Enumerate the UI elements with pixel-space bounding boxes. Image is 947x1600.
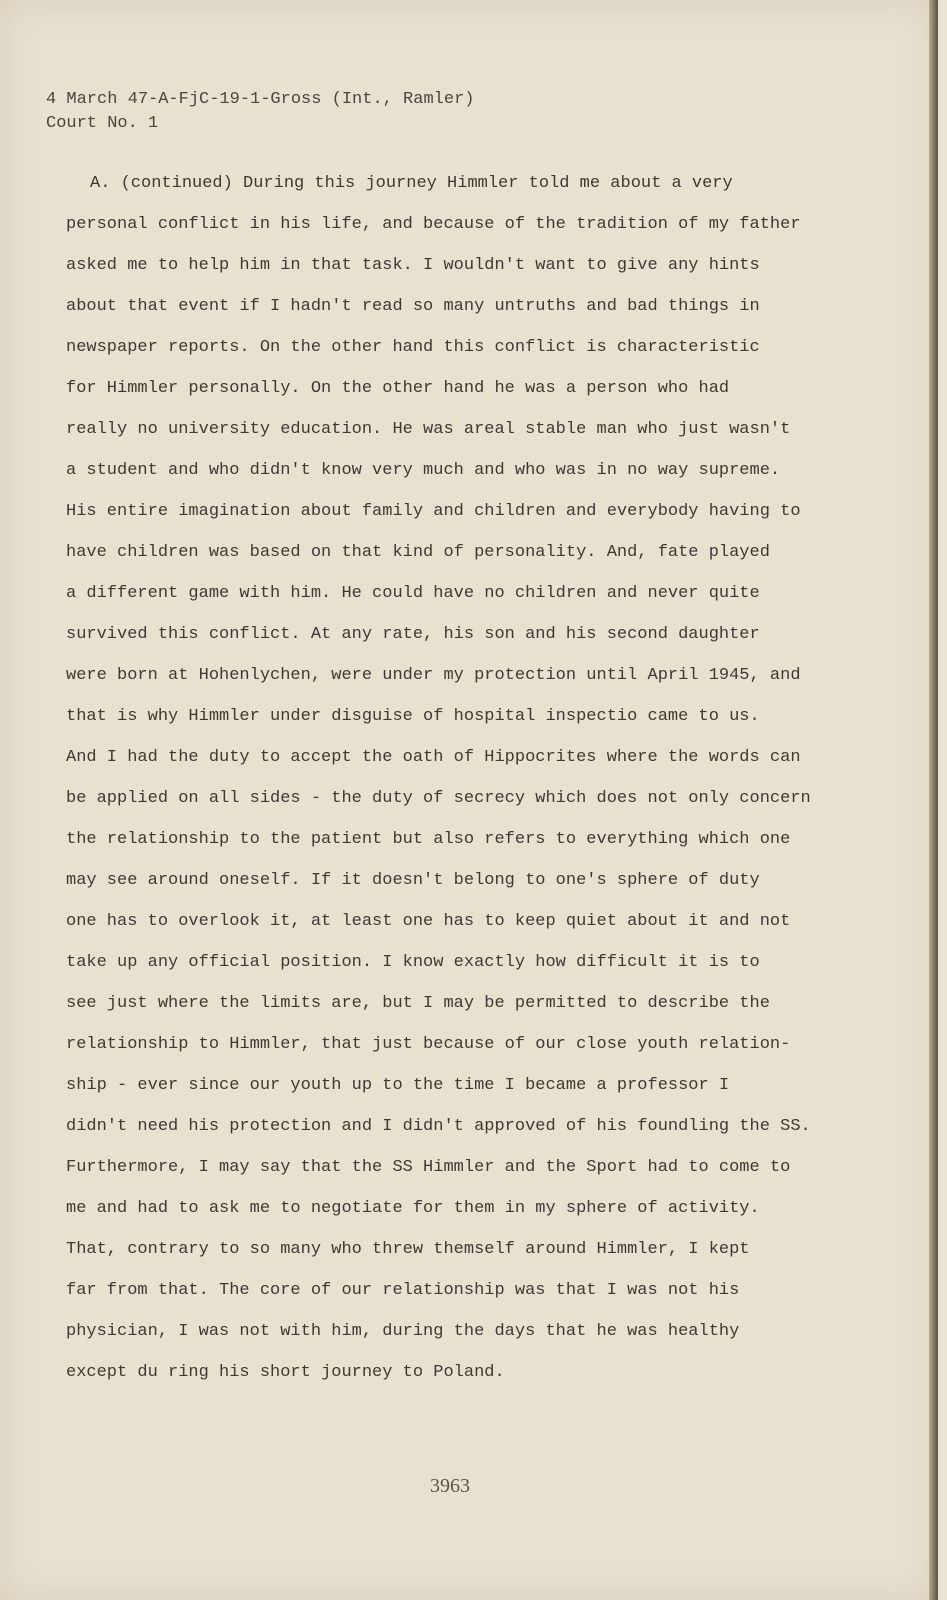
testimony-body	[66, 163, 846, 1393]
body-line: me and had to ask me to negotiate for them in my sphere of activity.	[66, 1199, 760, 1218]
body-line: have children was based on that kind of personality. And, fate played	[66, 543, 770, 562]
body-line: physician, I was not with him, during the days that he was healthy	[66, 1322, 740, 1341]
body-line: for Himmler personally. On the other hand he was a person who had	[66, 379, 730, 398]
body-line: be applied on all sides - the duty of secrecy which does not only concern	[66, 789, 811, 808]
body-line: ship - ever since our youth up to the time I became a professor I	[66, 1076, 730, 1095]
body-line: a student and who didn't know very much and who was in no way supreme.	[66, 461, 781, 480]
body-line: didn't need his protection and I didn't approved of his foundling the SS.	[66, 1117, 811, 1136]
body-line: That, contrary to so many who threw themself around Himmler, I kept	[66, 1240, 750, 1259]
body-line: take up any official position. I know exactly how difficult it is to	[66, 953, 760, 972]
body-line: Furthermore, I may say that the SS Himmler and the Sport had to come to	[66, 1158, 791, 1177]
body-line: one has to overlook it, at least one has to keep quiet about it and not	[66, 912, 791, 931]
body-line: survived this conflict. At any rate, his son and his second daughter	[66, 625, 760, 644]
body-line: a different game with him. He could have no children and never quite	[66, 584, 760, 603]
body-line: far from that. The core of our relationship was that I was not his	[66, 1281, 740, 1300]
body-line: that is why Himmler under disguise of hospital inspectio came to us.	[66, 707, 760, 726]
body-line: newspaper reports. On the other hand this conflict is characteristic	[66, 338, 760, 357]
header-line-court: Court No. 1	[46, 114, 159, 133]
page-edge	[929, 0, 938, 1600]
body-line: A. (continued) During this journey Himmler told me about a very	[90, 174, 733, 193]
body-line: see just where the limits are, but I may be permitted to describe the	[66, 994, 770, 1013]
document-header	[46, 88, 474, 136]
body-line: And I had the duty to accept the oath of Hippocrites where the words can	[66, 748, 801, 767]
header-line-date: 4 March 47-A-FjC-19-1-Gross (Int., Ramler)	[46, 90, 475, 109]
body-line: about that event if I hadn't read so many untruths and bad things in	[66, 297, 760, 316]
page-number: 3963	[430, 1475, 470, 1497]
body-line: His entire imagination about family and children and everybody having to	[66, 502, 801, 521]
body-line: were born at Hohenlychen, were under my protection until April 1945, and	[66, 666, 801, 685]
body-line: really no university education. He was areal stable man who just wasn't	[66, 420, 791, 439]
body-line: asked me to help him in that task. I wouldn't want to give any hints	[66, 256, 760, 275]
body-line: may see around oneself. If it doesn't belong to one's sphere of duty	[66, 871, 760, 890]
body-line: except du ring his short journey to Poland.	[66, 1363, 505, 1382]
body-line: relationship to Himmler, that just because of our close youth relation-	[66, 1035, 791, 1054]
body-line: personal conflict in his life, and because of the tradition of my father	[66, 215, 801, 234]
body-line: the relationship to the patient but also refers to everything which one	[66, 830, 791, 849]
